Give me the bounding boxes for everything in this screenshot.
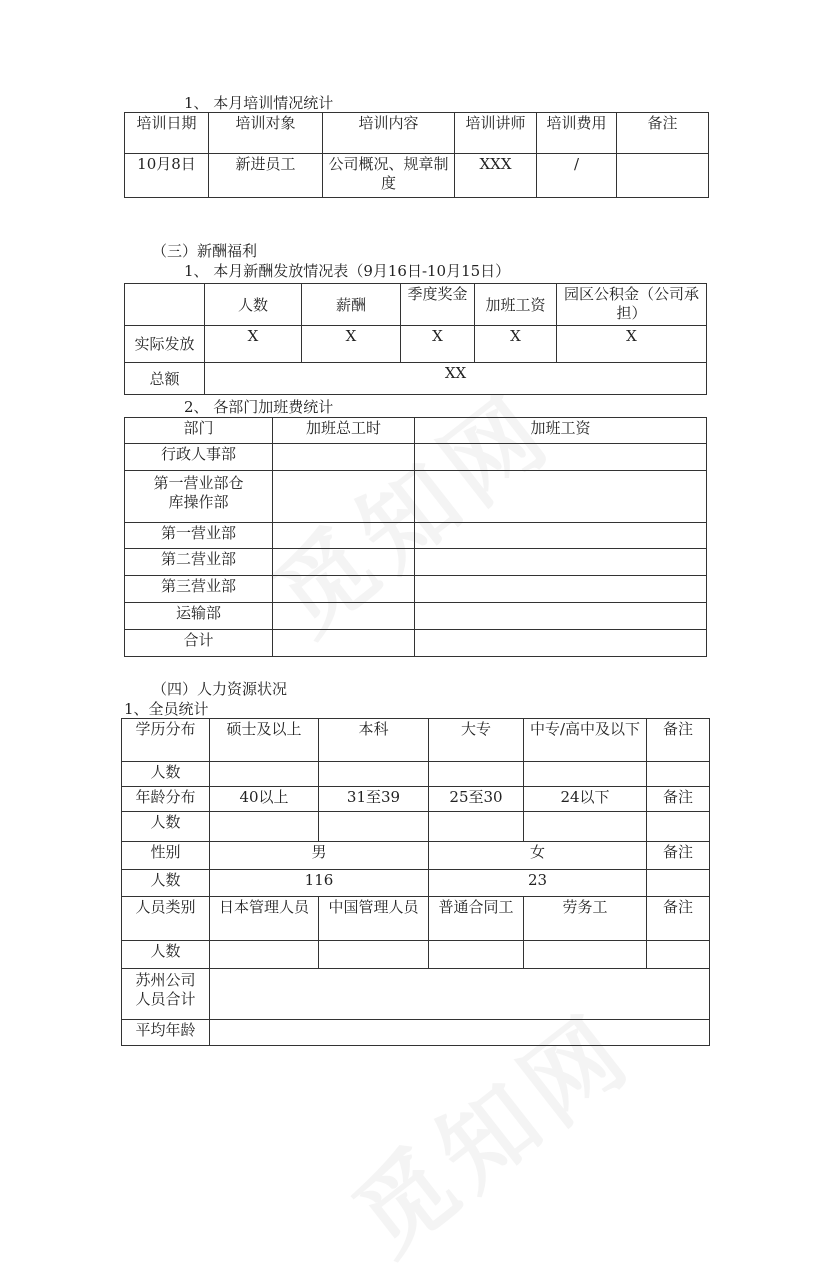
table-cell — [524, 941, 647, 969]
table-cell — [273, 444, 415, 471]
table-cell — [319, 762, 429, 787]
header-cell: 园区公积金（公司承担） — [557, 284, 707, 326]
table-cell — [210, 969, 710, 1020]
row-label: 第三营业部 — [125, 576, 273, 603]
table-cell — [429, 762, 524, 787]
header-cell: 中国管理人员 — [319, 897, 429, 941]
table-cell — [210, 812, 319, 842]
row-label: 人数 — [122, 870, 210, 897]
table-cell: 116 — [210, 870, 429, 897]
training-title: 1、 本月培训情况统计 — [184, 94, 334, 112]
header-cell: 大专 — [429, 719, 524, 762]
row-label: 苏州公司人员合计 — [122, 969, 210, 1020]
table-cell — [210, 941, 319, 969]
table-cell — [319, 812, 429, 842]
header-cell: 硕士及以上 — [210, 719, 319, 762]
table-cell — [273, 630, 415, 657]
header-cell: 加班总工时 — [273, 418, 415, 444]
header-cell: 备注 — [617, 113, 709, 154]
table-cell: 公司概况、规章制度 — [323, 154, 455, 198]
staff-table — [121, 718, 710, 1046]
table-cell: X — [401, 326, 475, 363]
table-cell — [415, 549, 707, 576]
table-cell: 10月8日 — [125, 154, 209, 198]
salary-table — [124, 283, 707, 395]
table-cell: / — [537, 154, 617, 198]
table-cell — [210, 762, 319, 787]
header-cell: 季度奖金 — [401, 284, 475, 326]
table-cell — [524, 812, 647, 842]
header-cell: 培训日期 — [125, 113, 209, 154]
table-cell — [617, 154, 709, 198]
row-label: 第二营业部 — [125, 549, 273, 576]
row-label: 第一营业部仓库操作部 — [125, 471, 273, 523]
row-label: 人数 — [122, 762, 210, 787]
table-cell: X — [557, 326, 707, 363]
salary-title: 1、 本月新酬发放情况表（9月16日-10月15日） — [184, 262, 511, 280]
header-cell: 劳务工 — [524, 897, 647, 941]
header-cell: 培训对象 — [209, 113, 323, 154]
header-cell: 部门 — [125, 418, 273, 444]
table-cell: XXX — [455, 154, 537, 198]
table-cell — [415, 471, 707, 523]
row-label: 人数 — [122, 812, 210, 842]
table-cell: 31至39 — [319, 787, 429, 812]
table-cell: X — [205, 326, 302, 363]
table-cell — [415, 576, 707, 603]
table-cell: 新进员工 — [209, 154, 323, 198]
table-cell: 24以下 — [524, 787, 647, 812]
section-heading-4: （四）人力资源状况 — [152, 680, 288, 698]
section-heading-3: （三）新酬福利 — [152, 242, 258, 260]
table-cell — [273, 603, 415, 630]
training-table — [124, 112, 709, 198]
table-cell: X — [302, 326, 401, 363]
table-cell — [319, 941, 429, 969]
row-label: 行政人事部 — [125, 444, 273, 471]
table-cell: 23 — [429, 870, 647, 897]
header-cell: 培训讲师 — [455, 113, 537, 154]
table-cell — [273, 471, 415, 523]
header-cell: 人数 — [205, 284, 302, 326]
table-cell — [273, 576, 415, 603]
row-label: 性别 — [122, 842, 210, 870]
table-cell — [210, 1020, 710, 1046]
table-cell — [415, 603, 707, 630]
table-cell — [429, 812, 524, 842]
table-cell — [415, 444, 707, 471]
header-cell: 本科 — [319, 719, 429, 762]
header-cell: 中专/高中及以下 — [524, 719, 647, 762]
header-cell: 加班工资 — [415, 418, 707, 444]
table-cell — [647, 941, 710, 969]
header-cell: 薪酬 — [302, 284, 401, 326]
overtime-table — [124, 417, 707, 657]
header-cell: 备注 — [647, 719, 710, 762]
row-label: 平均年龄 — [122, 1020, 210, 1046]
table-cell: 女 — [429, 842, 647, 870]
header-cell: 备注 — [647, 897, 710, 941]
header-cell: 日本管理人员 — [210, 897, 319, 941]
row-label: 学历分布 — [122, 719, 210, 762]
table-cell — [273, 523, 415, 549]
table-cell: 25至30 — [429, 787, 524, 812]
table-cell: 男 — [210, 842, 429, 870]
table-cell — [647, 762, 710, 787]
overtime-title: 2、 各部门加班费统计 — [184, 398, 334, 416]
row-label: 总额 — [125, 363, 205, 395]
row-label: 合计 — [125, 630, 273, 657]
row-label: 人数 — [122, 941, 210, 969]
table-cell — [429, 941, 524, 969]
row-label: 年龄分布 — [122, 787, 210, 812]
table-cell — [415, 630, 707, 657]
table-cell — [415, 523, 707, 549]
table-cell: X — [475, 326, 557, 363]
table-cell: 40以上 — [210, 787, 319, 812]
header-cell: 培训内容 — [323, 113, 455, 154]
row-label: 实际发放 — [125, 326, 205, 363]
table-cell — [647, 812, 710, 842]
table-cell: 备注 — [647, 787, 710, 812]
table-cell: 备注 — [647, 842, 710, 870]
total-value: XX — [205, 363, 707, 395]
header-cell — [125, 284, 205, 326]
header-cell: 加班工资 — [475, 284, 557, 326]
row-label: 人员类别 — [122, 897, 210, 941]
table-cell — [647, 870, 710, 897]
row-label: 运输部 — [125, 603, 273, 630]
row-label: 第一营业部 — [125, 523, 273, 549]
header-cell: 培训费用 — [537, 113, 617, 154]
table-cell — [524, 762, 647, 787]
staff-title: 1、全员统计 — [124, 700, 209, 718]
header-cell: 普通合同工 — [429, 897, 524, 941]
table-cell — [273, 549, 415, 576]
